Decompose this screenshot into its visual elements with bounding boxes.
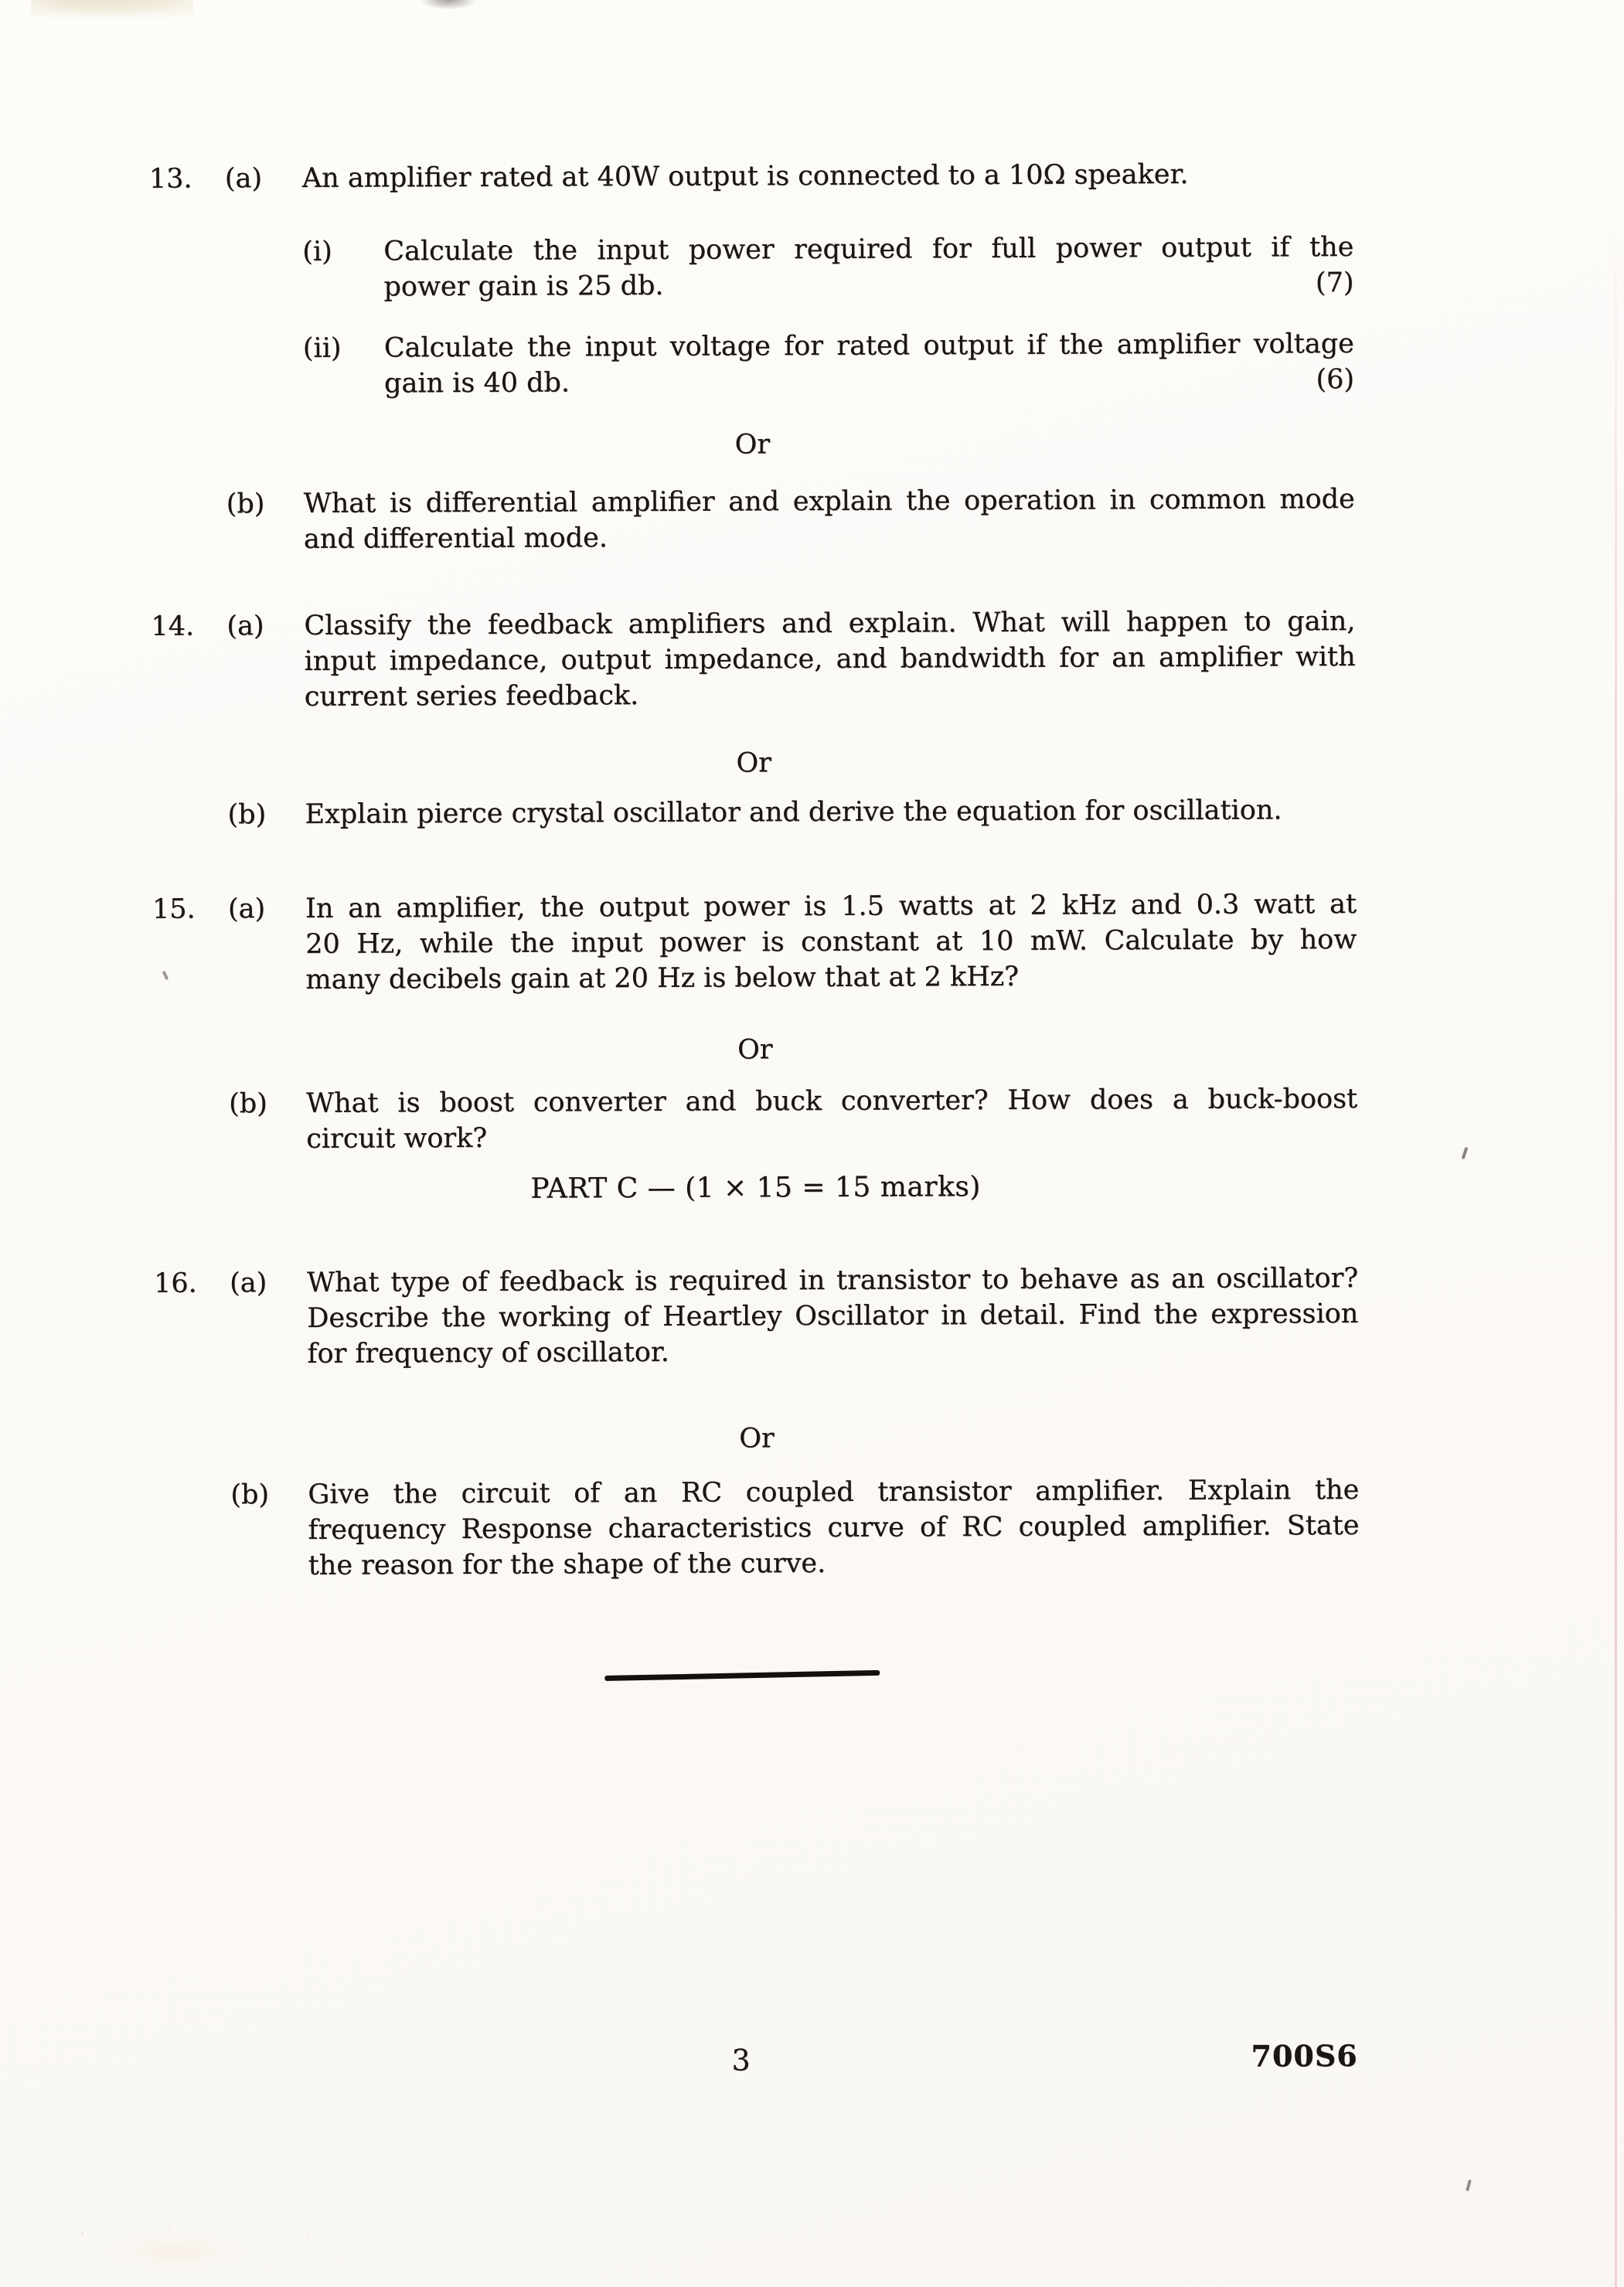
question-16b: [2, 1471, 1624, 1584]
subpart-ii-marks: (6): [1316, 363, 1355, 396]
question-14a-row: [0, 602, 1623, 716]
subpart-i-label: (i): [302, 236, 332, 267]
subpart-i-line2: power gain is 25 db.: [383, 270, 664, 303]
question-15a: [0, 885, 1624, 999]
or-label: Or: [734, 429, 771, 461]
question-13b-row: [0, 480, 1622, 558]
question-16a-line3: for frequency of oscillator.: [307, 1336, 669, 1370]
question-13b-line2: and differential mode.: [303, 522, 608, 555]
question-14b-label: (b): [227, 799, 267, 831]
question-14a: [0, 602, 1623, 716]
or-label: Or: [736, 747, 771, 779]
question-13b-label: (b): [226, 488, 265, 520]
or-divider-4: [2, 1417, 1624, 1459]
subpart-i-row: [0, 228, 1622, 306]
question-15b-line2: circuit work?: [306, 1122, 488, 1155]
or-divider-2: [0, 741, 1623, 784]
question-13b: [0, 480, 1622, 558]
question-15a-row: [0, 885, 1624, 999]
subpart-ii-label: (ii): [302, 332, 342, 364]
question-14b-row: [0, 791, 1624, 833]
question-14b-line1: Explain pierce crystal oscillator and derive the equation for oscillation.: [305, 795, 1282, 830]
question-13a: [0, 155, 1621, 197]
question-16a-line2: Describe the working of Heartley Oscillator in detail. Find the expression: [307, 1298, 1359, 1334]
subpart-i-marks: (7): [1315, 267, 1354, 299]
question-16-number: 16.: [153, 1268, 197, 1299]
scan-speckle-artifact: [43, 2212, 375, 2283]
question-14a-line1: Classify the feedback amplifiers and explain. What will happen to gain,: [304, 605, 1356, 642]
end-of-paper-rule: [604, 1670, 880, 1681]
part-c-heading: PART C — (1 × 15 = 15 marks): [530, 1171, 981, 1205]
subpart-ii-line2: gain is 40 db.: [383, 367, 570, 400]
question-15a-line2: 20 Hz, while the input power is constant at 10 mW. Calculate by how: [305, 924, 1357, 960]
question-14a-line3: current series feedback.: [304, 679, 639, 713]
part-c-section: [1, 1165, 1624, 1210]
question-14-number: 14.: [151, 611, 195, 642]
question-16b-line1: Give the circuit of an RC coupled transistor amplifier. Explain the: [308, 1474, 1360, 1510]
question-13a-subpart-i: [0, 228, 1622, 306]
question-16b-line3: the reason for the shape of the curve.: [308, 1547, 826, 1581]
question-16a-row: [2, 1259, 1624, 1373]
or-label: Or: [739, 1423, 775, 1455]
question-15b-line1: What is boost converter and buck converter? How does a buck-boost: [305, 1083, 1358, 1119]
question-15a-line3: many decibels gain at 20 Hz is below that at 2 kHz?: [305, 961, 1019, 995]
question-13a-row: [0, 155, 1621, 197]
question-15-number: 15.: [152, 893, 196, 925]
question-16b-label: (b): [230, 1479, 270, 1511]
or-label: Or: [737, 1034, 773, 1066]
scan-smudge-artifact: [31, 0, 193, 20]
question-13a-text: An amplifier rated at 40W output is connected to a 10Ω speaker.: [301, 158, 1189, 194]
question-16a-label: (a): [229, 1268, 267, 1299]
question-16b-row: [2, 1471, 1624, 1584]
question-14b: [0, 791, 1624, 833]
question-14a-label: (a): [226, 611, 264, 642]
or-divider-1: [0, 423, 1622, 465]
subpart-i-line1: Calculate the input power required for full power output if the: [383, 231, 1354, 267]
question-15b: [1, 1080, 1624, 1158]
paper-code: 700S6: [1251, 2037, 1358, 2074]
question-15b-row: [1, 1080, 1624, 1158]
question-13-number: 13.: [148, 163, 192, 195]
question-15a-label: (a): [227, 893, 266, 925]
subpart-ii-row: [0, 325, 1622, 403]
question-16a: [2, 1259, 1624, 1373]
question-16a-line1: What type of feedback is required in transistor to behave as an oscillator?: [306, 1262, 1359, 1298]
question-13a-subpart-ii: [0, 325, 1622, 403]
question-13b-line1: What is differential amplifier and explain the operation in common mode: [303, 483, 1355, 519]
subpart-ii-line1: Calculate the input voltage for rated output if the amplifier voltage: [383, 328, 1354, 364]
question-16b-line2: frequency Response characteristics curve of RC coupled amplifier. State: [308, 1509, 1360, 1546]
question-15b-label: (b): [228, 1088, 267, 1120]
scan-smudge-artifact: [421, 0, 475, 9]
page-number: 3: [731, 2043, 751, 2078]
question-13a-label: (a): [224, 163, 263, 195]
question-14a-line2: input impedance, output impedance, and bandwidth for an amplifier with: [304, 641, 1356, 677]
or-divider-3: [1, 1028, 1624, 1070]
question-15a-line1: In an amplifier, the output power is 1.5 watts at 2 kHz and 0.3 watt at: [305, 888, 1357, 924]
scan-edge-artifact: [1615, 201, 1617, 2287]
